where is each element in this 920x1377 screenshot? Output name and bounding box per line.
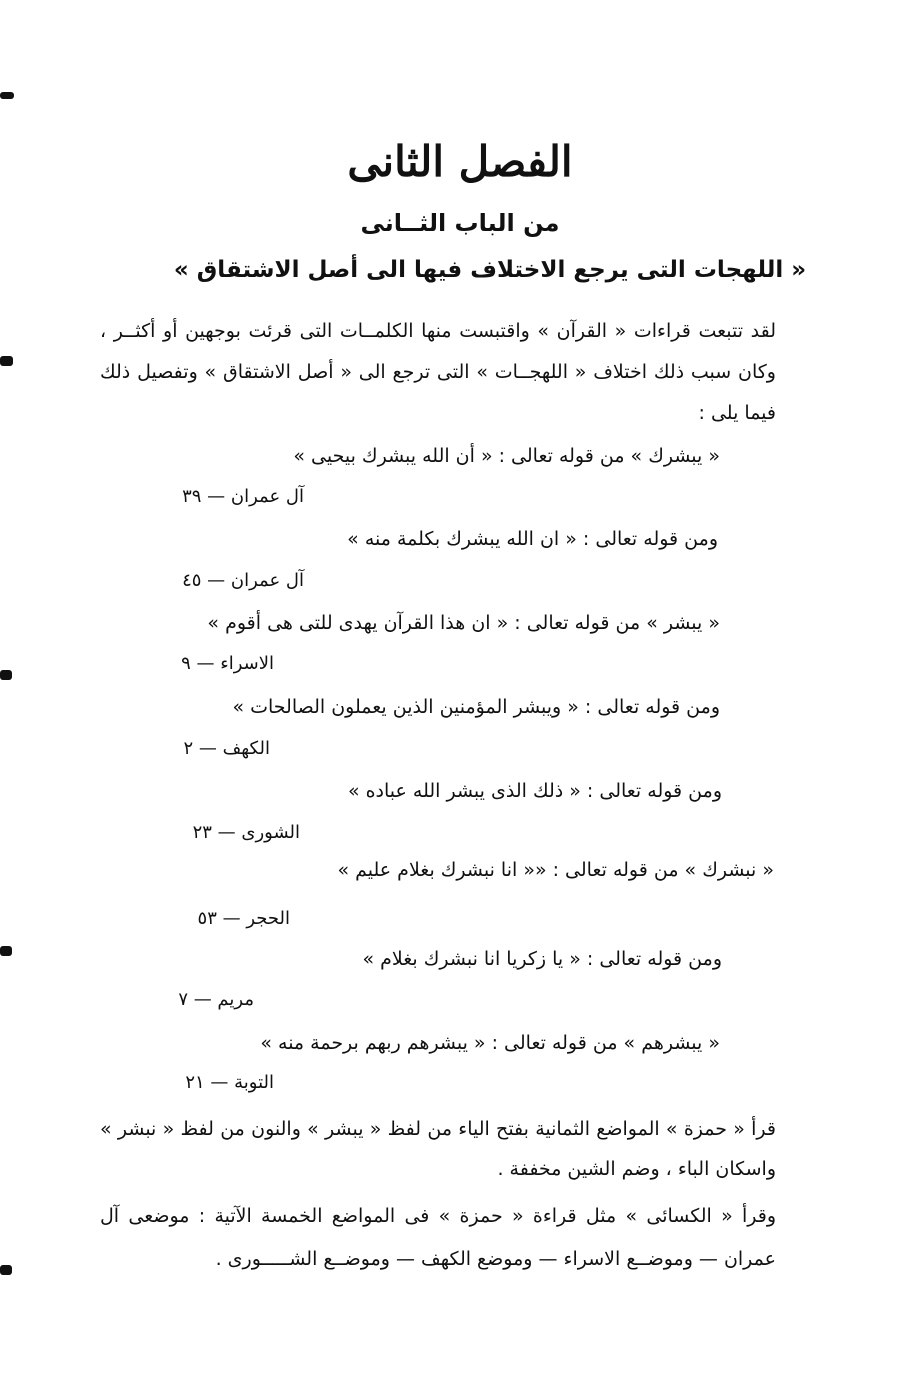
entry-line: « يبشر » من قوله تعالى : « ان هذا القرآن يهدى للتى هى أقوم » (207, 612, 720, 634)
entry-ref: مريم — ٧ (178, 989, 254, 1010)
entry-ref: الاسراء — ٩ (181, 653, 274, 674)
topic-title: « اللهجات التى يرجع الاختلاف فيها الى أصل الاشتقاق » (173, 257, 807, 283)
entry-ref: الشورى — ٢٣ (192, 822, 300, 843)
entry-ref: التوبة — ٢١ (185, 1072, 274, 1093)
entry-line: « يبشرهم » من قوله تعالى : « يبشرهم ربهم برحمة منه » (260, 1032, 720, 1054)
entry-line: ومن قوله تعالى : « ذلك الذى يبشر الله عباده » (347, 780, 722, 802)
entry-ref: الكهف — ٢ (183, 738, 270, 759)
chapter-title: الفصل الثانى (347, 137, 573, 186)
entry-ref: آل عمران — ٤٥ (182, 570, 304, 591)
entry-line: « يبشرك » من قوله تعالى : « أن الله يبشرك بيحيى » (293, 445, 720, 467)
intro-paragraph: لقد تتبعت قراءات « القرآن » واقتبست منها الكلمــات التى قرئت بوجهين أو أكثــر ، وكان سبب ذلك اختلاف « اللهجــات » التى ترجع الى « أصل الاشتقاق » وتفصيل ذلك فيما يلى : (100, 320, 776, 424)
hamza-paragraph: قرأ « حمزة » المواضع الثمانية بفتح الياء من لفظ « يبشر » والنون من لفظ « نبشر » واسكان الباء ، وضم الشين مخففة . (100, 1118, 776, 1180)
entry-ref: الحجر — ٥٣ (197, 908, 290, 929)
entry-line: ومن قوله تعالى : « ان الله يبشرك بكلمة منه » (347, 528, 718, 550)
kisai-paragraph: وقرأ « الكسائى » مثل قراءة « حمزة » فى المواضع الخمسة الآتية : موضعى آل عمران — وموضــع الاسراء — وموضع الكهف — وموضــع الشـــــورى . (100, 1205, 776, 1270)
entry-line: « نبشرك » من قوله تعالى : «« انا نبشرك بغلام عليم » (337, 859, 774, 881)
entry-line: ومن قوله تعالى : « ويبشر المؤمنين الذين يعملون الصالحات » (232, 696, 720, 718)
entry-line: ومن قوله تعالى : « يا زكريا انا نبشرك بغلام » (362, 948, 722, 970)
entry-ref: آل عمران — ٣٩ (182, 486, 304, 507)
section-title: من الباب الثــانى (360, 209, 560, 237)
